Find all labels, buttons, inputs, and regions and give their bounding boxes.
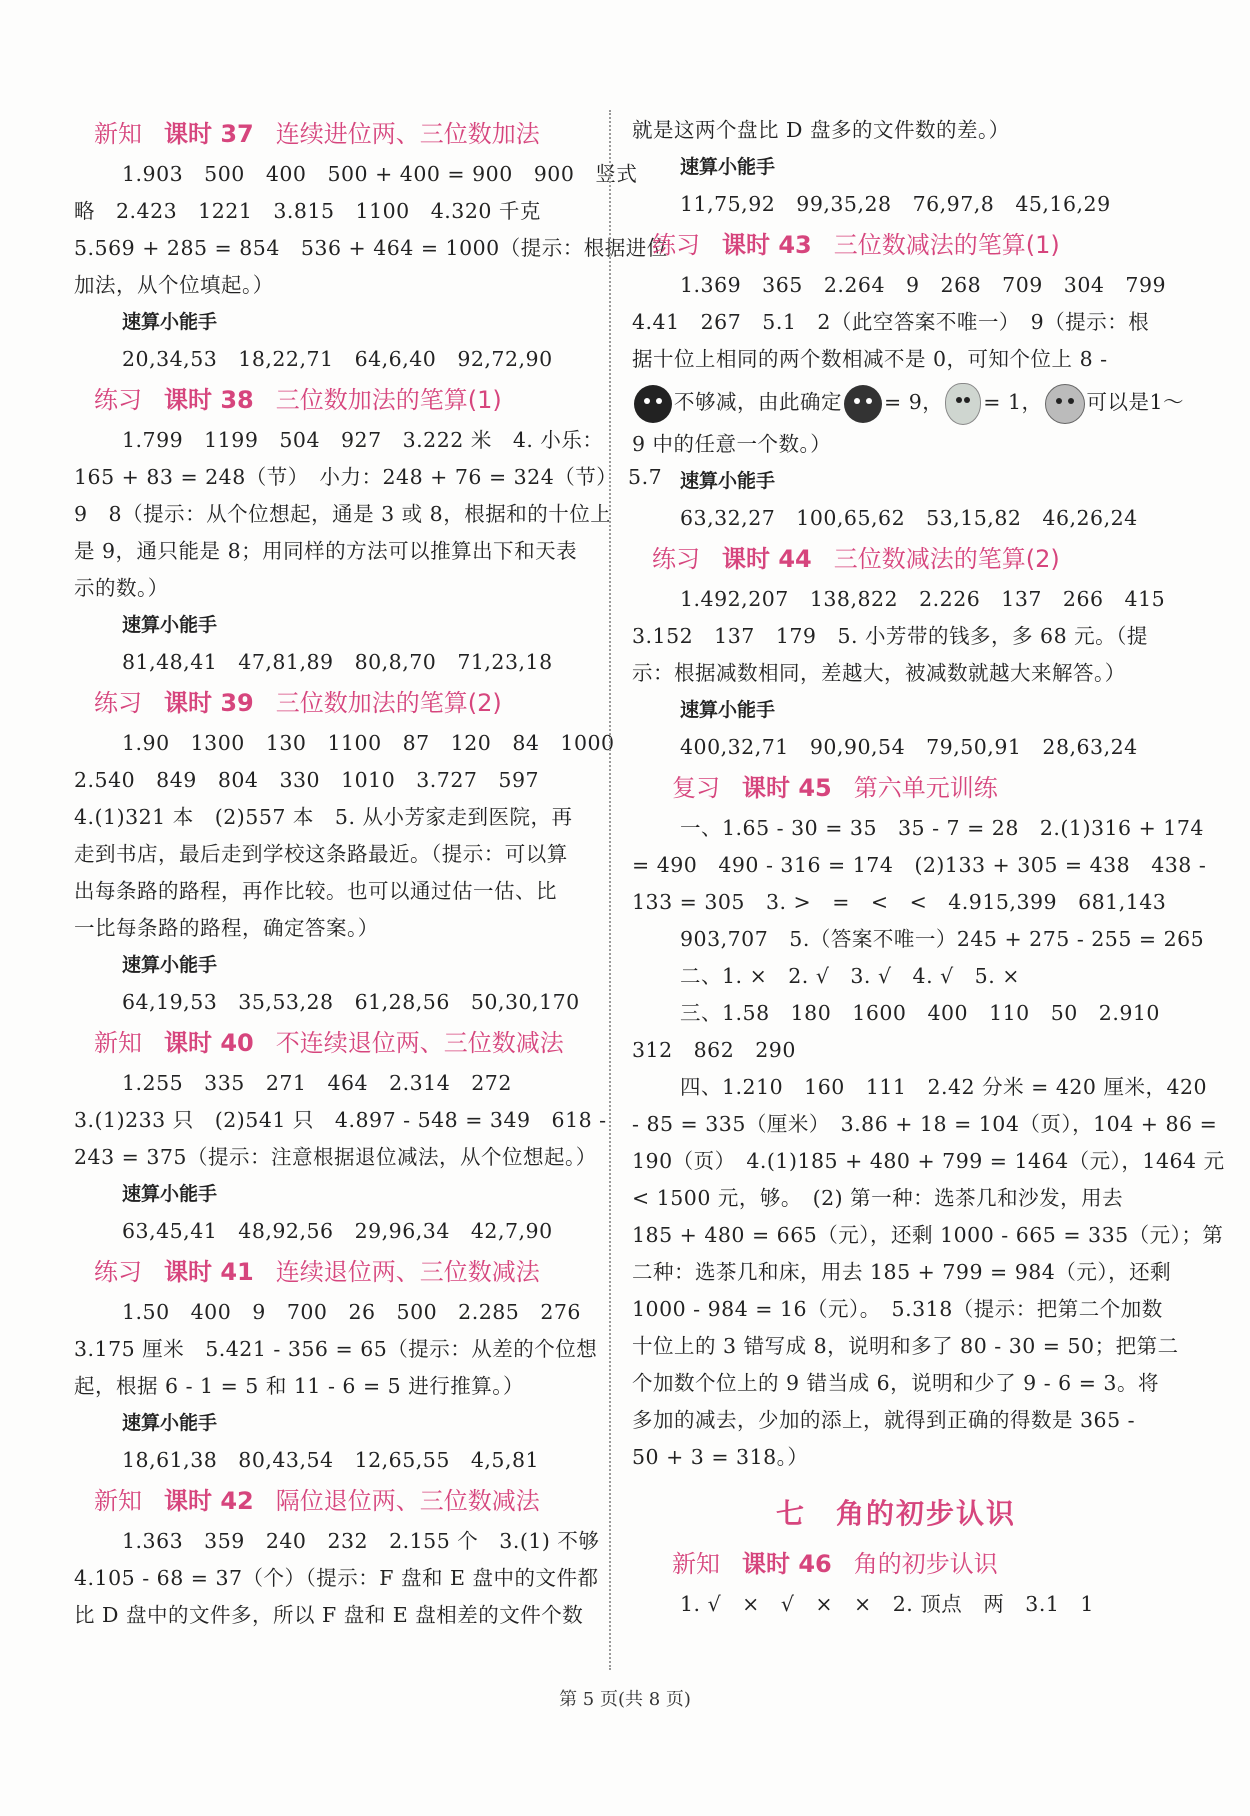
answer-line: 190（页） 4.(1)185 + 480 + 799 = 1464（元），1464 元 [632, 1149, 1225, 1173]
section-heading [74, 1479, 602, 1523]
dark-fruit-icon [634, 385, 672, 423]
answer-line: 4.(1)321 本 (2)557 本 5. 从小芳家走到医院，再 [74, 805, 573, 829]
section-title: 三位数减法的笔算(2) [833, 545, 1060, 573]
answer-line: 1.255 335 271 464 2.314 272 [122, 1071, 512, 1095]
answer-line: 示的数。） [74, 576, 169, 600]
section-tag: 新知 [94, 1487, 142, 1515]
quick-calc-heading: 速算小能手 [122, 614, 218, 636]
answer-line: 165 + 83 = 248（节） 小力：248 + 76 = 324（节） 5.7 [74, 465, 663, 489]
answer-line: 1.90 1300 130 1100 87 120 84 1000 [122, 731, 615, 755]
answer-line: 9 中的任意一个数。） [632, 432, 832, 456]
answer-line: 走到书店，最后走到学校这条路最近。（提示：可以算 [74, 842, 568, 866]
section-tag: 练习 [94, 1258, 142, 1286]
answer-line: - 85 = 335（厘米） 3.86 + 18 = 104（页），104 + 86 = [632, 1112, 1218, 1136]
answer-line: 5.569 + 285 = 854 536 + 464 = 1000（提示：根据进位 [74, 236, 668, 260]
answer-line: 1.799 1199 504 927 3.222 米 4. 小乐： [122, 428, 604, 452]
answer-line: 133 = 305 3. > = < < 4.915,399 681,143 [632, 890, 1167, 914]
section-title: 三位数减法的笔算(1) [833, 231, 1060, 259]
answer-line: 50 + 3 = 318。） [632, 1445, 809, 1469]
quick-calc-heading: 速算小能手 [680, 470, 776, 492]
answer-line: 略 2.423 1221 3.815 1100 4.320 千克 [74, 199, 541, 223]
answer-text: 不够减，由此确定 [674, 390, 842, 414]
answer-text: 可以是1～ [1086, 390, 1185, 414]
section-tag: 新知 [94, 1029, 142, 1057]
answer-line: < 1500 元，够。 (2) 第一种：选茶几和沙发，用去 [632, 1186, 1124, 1210]
section-heading [74, 112, 602, 156]
lesson-number: 课时 42 [164, 1487, 254, 1515]
answer-line: 4.41 267 5.1 2（此空答案不唯一） 9（提示：根 [632, 310, 1150, 334]
peach-icon [1045, 384, 1085, 424]
answer-line: 据十位上相同的两个数相减不是 0，可知个位上 8 - [632, 347, 1108, 371]
answer-line: 312 862 290 [632, 1038, 796, 1062]
answer-line: 4.105 - 68 = 37（个）（提示：F 盘和 E 盘中的文件都 [74, 1566, 599, 1590]
section-heading [632, 1542, 1160, 1586]
answer-line: 1000 - 984 = 16（元）。 5.318（提示：把第二个加数 [632, 1297, 1163, 1321]
section-tag: 练习 [652, 545, 700, 573]
answer-line: 243 = 375（提示：注意根据退位减法，从个位想起。） [74, 1145, 597, 1169]
answer-line: 3.152 137 179 5. 小芳带的钱多，多 68 元。（提 [632, 624, 1148, 648]
lesson-number: 课时 39 [164, 689, 254, 717]
lesson-number: 课时 41 [164, 1258, 254, 1286]
lesson-number: 课时 40 [164, 1029, 254, 1057]
lesson-number: 课时 38 [164, 386, 254, 414]
answer-line: 个加数个位上的 9 错当成 6，说明和少了 9 - 6 = 3。将 [632, 1371, 1159, 1395]
answer-line: 比 D 盘中的文件多，所以 F 盘和 E 盘相差的文件个数 [74, 1603, 584, 1627]
answer-line: 64,19,53 35,53,28 61,28,56 50,30,170 [122, 990, 580, 1014]
answer-line: = 490 490 - 316 = 174 (2)133 + 305 = 438 438 - [632, 853, 1207, 877]
lesson-number: 课时 45 [742, 774, 832, 802]
answer-line: 1.363 359 240 232 2.155 个 3.(1) 不够 [122, 1529, 600, 1553]
column-divider [609, 110, 611, 1670]
answer-line: 一比每条路的路程，确定答案。） [74, 916, 379, 940]
answer-line: 11,75,92 99,35,28 76,97,8 45,16,29 [680, 192, 1111, 216]
section-title: 角的初步认识 [853, 1550, 998, 1578]
answer-line: 9 8（提示：从个位想起，通是 3 或 8，根据和的十位上 [74, 502, 612, 526]
answer-line: 63,32,27 100,65,62 53,15,82 46,26,24 [680, 506, 1138, 530]
section-title: 不连续退位两、三位数减法 [275, 1029, 564, 1057]
answer-line: 3.175 厘米 5.421 - 356 = 65（提示：从差的个位想 [74, 1337, 598, 1361]
answer-line: 十位上的 3 错写成 8，说明和多了 80 - 30 = 50；把第二 [632, 1334, 1179, 1358]
answer-line: 18,61,38 80,43,54 12,65,55 4,5,81 [122, 1448, 540, 1472]
section-tag: 练习 [94, 386, 142, 414]
answer-line: 1.492,207 138,822 2.226 137 266 415 [680, 587, 1166, 611]
answer-line: 一、1.65 - 30 = 35 35 - 7 = 28 2.(1)316 + 174 [680, 816, 1204, 840]
answer-line-with-figures [632, 378, 1185, 426]
answer-line: 1.50 400 9 700 26 500 2.285 276 [122, 1300, 581, 1324]
lesson-number: 课时 37 [164, 120, 254, 148]
quick-calc-heading: 速算小能手 [680, 156, 776, 178]
section-heading [632, 766, 1160, 810]
section-title: 第六单元训练 [853, 774, 998, 802]
answer-text: = 9， [884, 390, 944, 414]
answer-line: 1. √ × √ × × 2. 顶点 两 3.1 1 [680, 1592, 1094, 1616]
answer-line: 三、1.58 180 1600 400 110 50 2.910 [680, 1001, 1160, 1025]
pear-icon [945, 383, 981, 425]
answer-line: 出每条路的路程，再作比较。也可以通过估一估、比 [74, 879, 557, 903]
section-heading [74, 681, 602, 725]
section-heading [632, 537, 1160, 581]
quick-calc-heading: 速算小能手 [122, 311, 218, 333]
right-column [632, 112, 1225, 1623]
dark-fruit-icon [844, 385, 882, 423]
answer-line: 1.369 365 2.264 9 268 709 304 799 [680, 273, 1167, 297]
answer-line: 185 + 480 = 665（元），还剩 1000 - 665 = 335（元）；第 [632, 1223, 1224, 1247]
section-tag: 练习 [94, 689, 142, 717]
section-tag: 新知 [94, 120, 142, 148]
section-title: 隔位退位两、三位数减法 [275, 1487, 540, 1515]
answer-line: 81,48,41 47,81,89 80,8,70 71,23,18 [122, 650, 553, 674]
section-heading [74, 1021, 602, 1065]
answer-line: 加法，从个位填起。） [74, 273, 274, 297]
section-heading [74, 1250, 602, 1294]
section-title: 连续进位两、三位数加法 [275, 120, 540, 148]
section-title: 连续退位两、三位数减法 [275, 1258, 540, 1286]
section-title: 三位数加法的笔算(2) [275, 689, 502, 717]
page-footer: 第 5 页(共 8 页) [559, 1689, 691, 1710]
answer-line: 起，根据 6 - 1 = 5 和 11 - 6 = 5 进行推算。） [74, 1374, 524, 1398]
answer-line: 20,34,53 18,22,71 64,6,40 92,72,90 [122, 347, 553, 371]
answer-line: 就是这两个盘比 D 盘多的文件数的差。） [632, 118, 1010, 142]
answer-line: 二种：选茶几和床，用去 185 + 799 = 984（元），还剩 [632, 1260, 1172, 1284]
answer-line: 3.(1)233 只 (2)541 只 4.897 - 548 = 349 618 - [74, 1108, 607, 1132]
section-tag: 练习 [652, 231, 700, 259]
left-column [74, 112, 668, 1634]
section-heading [632, 223, 1160, 267]
quick-calc-heading: 速算小能手 [122, 1412, 218, 1434]
lesson-number: 课时 46 [742, 1550, 832, 1578]
answer-line: 63,45,41 48,92,56 29,96,34 42,7,90 [122, 1219, 553, 1243]
answer-line: 四、1.210 160 111 2.42 分米 = 420 厘米，420 [680, 1075, 1208, 1099]
quick-calc-heading: 速算小能手 [122, 954, 218, 976]
answer-line: 二、1. × 2. √ 3. √ 4. √ 5. × [680, 964, 1020, 988]
chapter-heading: 七 角的初步认识 [775, 1497, 1016, 1530]
answer-line: 示：根据减数相同，差越大，被减数就越大来解答。） [632, 661, 1126, 685]
answer-line: 1.903 500 400 500 + 400 = 900 900 竖式 [122, 162, 638, 186]
section-title: 三位数加法的笔算(1) [275, 386, 502, 414]
answer-line: 2.540 849 804 330 1010 3.727 597 [74, 768, 540, 792]
quick-calc-heading: 速算小能手 [680, 699, 776, 721]
lesson-number: 课时 44 [722, 545, 812, 573]
section-tag: 复习 [672, 774, 720, 802]
lesson-number: 课时 43 [722, 231, 812, 259]
answer-line: 903,707 5.（答案不唯一）245 + 275 - 255 = 265 [680, 927, 1205, 951]
answer-line: 400,32,71 90,90,54 79,50,91 28,63,24 [680, 735, 1138, 759]
answer-line: 多加的减去，少加的添上，就得到正确的得数是 365 - [632, 1408, 1136, 1432]
quick-calc-heading: 速算小能手 [122, 1183, 218, 1205]
answer-text: = 1， [983, 390, 1043, 414]
section-tag: 新知 [672, 1550, 720, 1578]
answer-line: 是 9，通只能是 8；用同样的方法可以推算出下和天表 [74, 539, 578, 563]
section-heading [74, 378, 602, 422]
